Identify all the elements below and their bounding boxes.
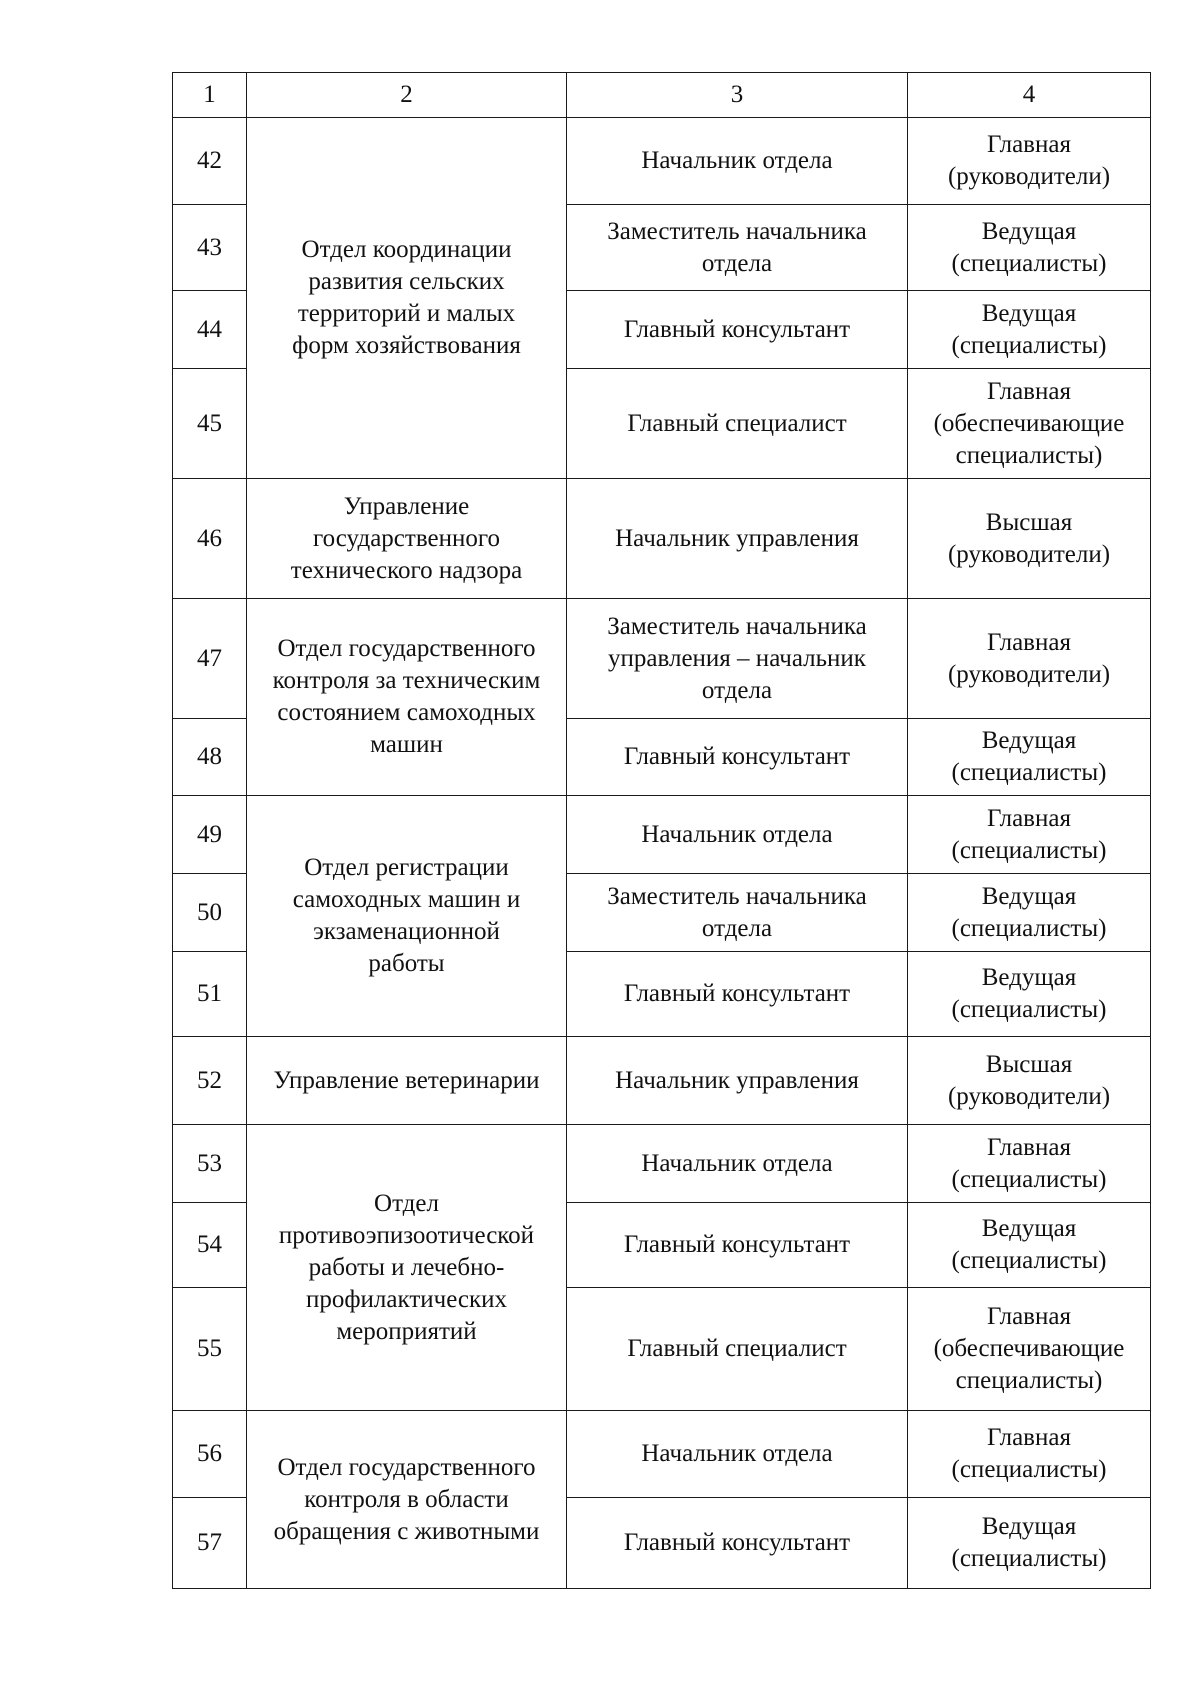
row-number: 53 xyxy=(173,1125,247,1203)
position-cell: Заместитель начальника управления – начальник отдела xyxy=(567,599,908,719)
position-cell: Главный консультант xyxy=(567,1498,908,1589)
group-cell: Главная (специалисты) xyxy=(908,1125,1151,1203)
row-number: 46 xyxy=(173,479,247,599)
row-number: 50 xyxy=(173,874,247,952)
group-cell: Ведущая (специалисты) xyxy=(908,719,1151,796)
position-cell: Начальник отдела xyxy=(567,796,908,874)
group-cell: Главная (обеспечивающие специалисты) xyxy=(908,369,1151,479)
group-cell: Главная (руководители) xyxy=(908,599,1151,719)
position-cell: Начальник отдела xyxy=(567,118,908,205)
row-number: 56 xyxy=(173,1411,247,1498)
department-cell xyxy=(247,796,567,1037)
row-number: 43 xyxy=(173,205,247,291)
row-number: 47 xyxy=(173,599,247,719)
group-cell: Главная (обеспечивающие специалисты) xyxy=(908,1288,1151,1411)
department-cell xyxy=(247,118,567,479)
row-number: 44 xyxy=(173,291,247,369)
department-name: Отдел государственного контроля в области обращения с животными xyxy=(273,1453,540,1545)
group-cell: Высшая (руководители) xyxy=(908,479,1151,599)
position-cell: Начальник управления xyxy=(567,1037,908,1125)
department-name: Управление государственного технического надзора xyxy=(290,492,523,584)
group-cell: Ведущая (специалисты) xyxy=(908,1498,1151,1589)
column-number-4: 4 xyxy=(908,73,1151,118)
group-cell: Главная (руководители) xyxy=(908,118,1151,205)
department-cell xyxy=(247,599,567,796)
table-row xyxy=(173,1125,1151,1203)
row-number: 45 xyxy=(173,369,247,479)
group-cell: Ведущая (специалисты) xyxy=(908,952,1151,1037)
position-cell: Начальник управления xyxy=(567,479,908,599)
row-number: 57 xyxy=(173,1498,247,1589)
position-cell: Главный специалист xyxy=(567,369,908,479)
position-cell: Главный консультант xyxy=(567,719,908,796)
position-cell: Заместитель начальника отдела xyxy=(567,874,908,952)
row-number: 54 xyxy=(173,1203,247,1288)
department-name: Отдел координации развития сельских территорий и малых форм хозяйствования xyxy=(292,236,521,359)
row-number: 48 xyxy=(173,719,247,796)
department-cell xyxy=(247,1411,567,1589)
position-cell: Заместитель начальника отдела xyxy=(567,205,908,291)
table-row xyxy=(173,118,1151,205)
group-cell: Главная (специалисты) xyxy=(908,796,1151,874)
position-cell: Начальник отдела xyxy=(567,1125,908,1203)
table-row xyxy=(173,599,1151,719)
table-row xyxy=(173,796,1151,874)
column-number-1: 1 xyxy=(173,73,247,118)
position-cell: Главный консультант xyxy=(567,1203,908,1288)
department-cell xyxy=(247,479,567,599)
position-cell: Главный специалист xyxy=(567,1288,908,1411)
department-name: Отдел государственного контроля за техническим состоянием самоходных машин xyxy=(272,635,541,758)
department-name: Управление ветеринарии xyxy=(273,1066,540,1094)
position-cell: Главный консультант xyxy=(567,952,908,1037)
row-number: 52 xyxy=(173,1037,247,1125)
department-cell xyxy=(247,1125,567,1411)
table-header-row xyxy=(173,73,1151,118)
group-cell: Высшая (руководители) xyxy=(908,1037,1151,1125)
row-number: 42 xyxy=(173,118,247,205)
column-number-2: 2 xyxy=(247,73,567,118)
group-cell: Главная (специалисты) xyxy=(908,1411,1151,1498)
group-cell: Ведущая (специалисты) xyxy=(908,291,1151,369)
group-cell: Ведущая (специалисты) xyxy=(908,205,1151,291)
group-cell: Ведущая (специалисты) xyxy=(908,1203,1151,1288)
column-number-3: 3 xyxy=(567,73,908,118)
row-number: 49 xyxy=(173,796,247,874)
positions-table xyxy=(172,72,1151,1589)
position-cell: Главный консультант xyxy=(567,291,908,369)
row-number: 55 xyxy=(173,1288,247,1411)
table-row xyxy=(173,479,1151,599)
group-cell: Ведущая (специалисты) xyxy=(908,874,1151,952)
position-cell: Начальник отдела xyxy=(567,1411,908,1498)
row-number: 51 xyxy=(173,952,247,1037)
department-name: Отдел регистрации самоходных машин и экзаменационной работы xyxy=(292,854,521,977)
department-cell xyxy=(247,1037,567,1125)
department-name: Отдел противоэпизоотической работы и лечебно-профилактических мероприятий xyxy=(278,1189,535,1345)
table-row xyxy=(173,1037,1151,1125)
table-row xyxy=(173,1411,1151,1498)
